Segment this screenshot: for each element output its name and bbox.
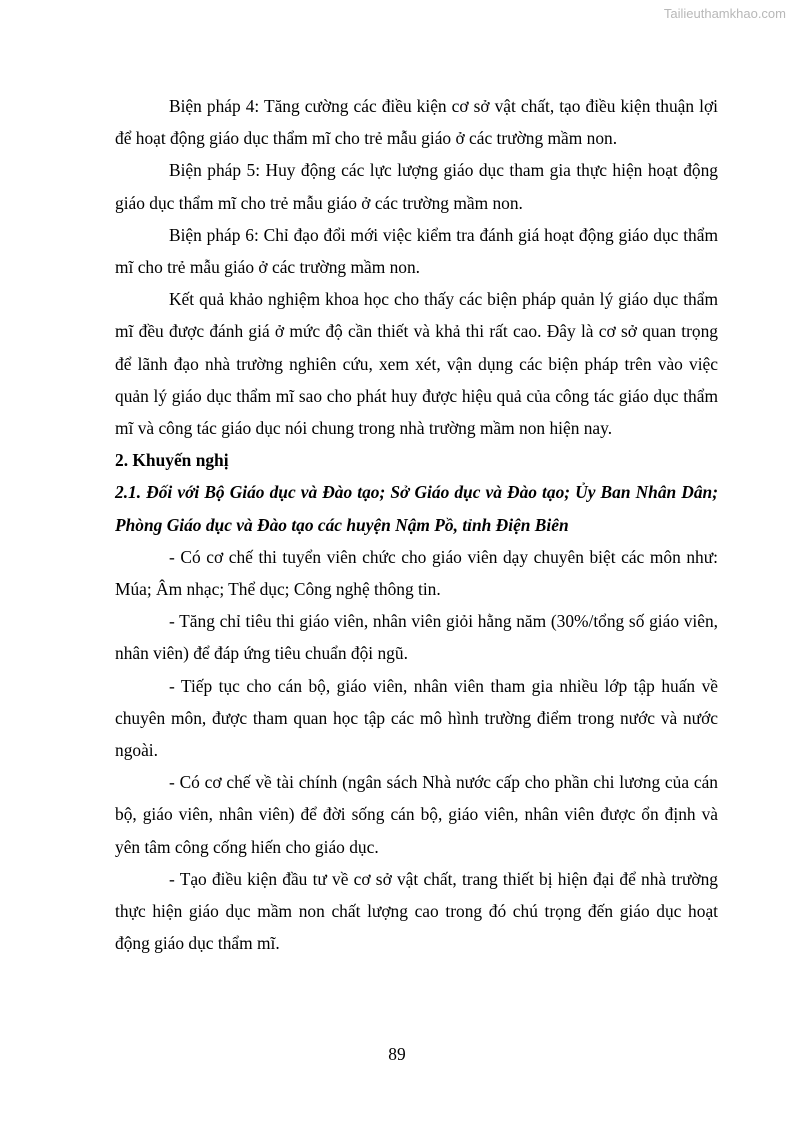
watermark: Tailieuthamkhao.com [663, 6, 786, 21]
page-body [115, 90, 718, 959]
paragraph-survey-result: Kết quả khảo nghiệm khoa học cho thấy các biện pháp quản lý giáo dục thẩm mĩ đều được đánh giá ở mức độ cần thiết và khả thi rất cao. Đây là cơ sở quan trọng để lãnh đạo nhà trường nghiên cứu, xem xét, vận dụng các biện pháp trên vào việc quản lý giáo dục thẩm mĩ sao cho phát huy được hiệu quả của công tác giáo dục thẩm mĩ và công tác giáo dục nói chung trong nhà trường mầm non hiện nay. [115, 289, 718, 439]
recommendation-item: - Tiếp tục cho cán bộ, giáo viên, nhân viên tham gia nhiều lớp tập huấn về chuyên môn, được tham quan học tập các mô hình trường điểm trong nước và nước ngoài. [115, 675, 718, 761]
recommendation-item: - Có cơ chế về tài chính (ngân sách Nhà nước cấp cho phần chi lương của cán bộ, giáo viên, nhân viên) để đời sống cán bộ, giáo viên, nhân viên được ổn định và yên tâm công cống hiến cho giáo dục. [115, 772, 718, 857]
recommendation-item: - Tạo điều kiện đầu tư về cơ sở vật chất, trang thiết bị hiện đại để nhà trường thực hiện giáo dục mầm non chất lượng cao trong đó chú trọng đến giáo dục hoạt động giáo dục thẩm mĩ. [115, 868, 718, 954]
subsection-heading-2-1: 2.1. Đối với Bộ Giáo dục và Đào tạo; Sở Giáo dục và Đào tạo; Ủy Ban Nhân Dân; Phòng Giáo dục và Đào tạo các huyện Nậm Pồ, tỉnh Điện Biên [115, 482, 718, 535]
paragraph-measure-6: Biện pháp 6: Chỉ đạo đổi mới việc kiểm tra đánh giá hoạt động giáo dục thẩm mĩ cho trẻ mẫu giáo ở các trường mầm non. [115, 224, 718, 278]
page-number: 89 [388, 1044, 406, 1064]
section-heading-recommendations: 2. Khuyến nghị [115, 450, 229, 471]
recommendation-item: - Có cơ chế thi tuyển viên chức cho giáo viên dạy chuyên biệt các môn như: Múa; Âm nhạc; Thể dục; Công nghệ thông tin. [115, 546, 718, 600]
recommendation-item: - Tăng chỉ tiêu thi giáo viên, nhân viên giỏi hằng năm (30%/tổng số giáo viên, nhân viên) để đáp ứng tiêu chuẩn đội ngũ. [115, 611, 718, 664]
paragraph-measure-5: Biện pháp 5: Huy động các lực lượng giáo dục tham gia thực hiện hoạt động giáo dục thẩm mĩ cho trẻ mẫu giáo ở các trường mầm non. [115, 160, 718, 213]
paragraph-measure-4: Biện pháp 4: Tăng cường các điều kiện cơ sở vật chất, tạo điều kiện thuận lợi để hoạt động giáo dục thẩm mĩ cho trẻ mẫu giáo ở các trường mầm non. [115, 96, 718, 149]
